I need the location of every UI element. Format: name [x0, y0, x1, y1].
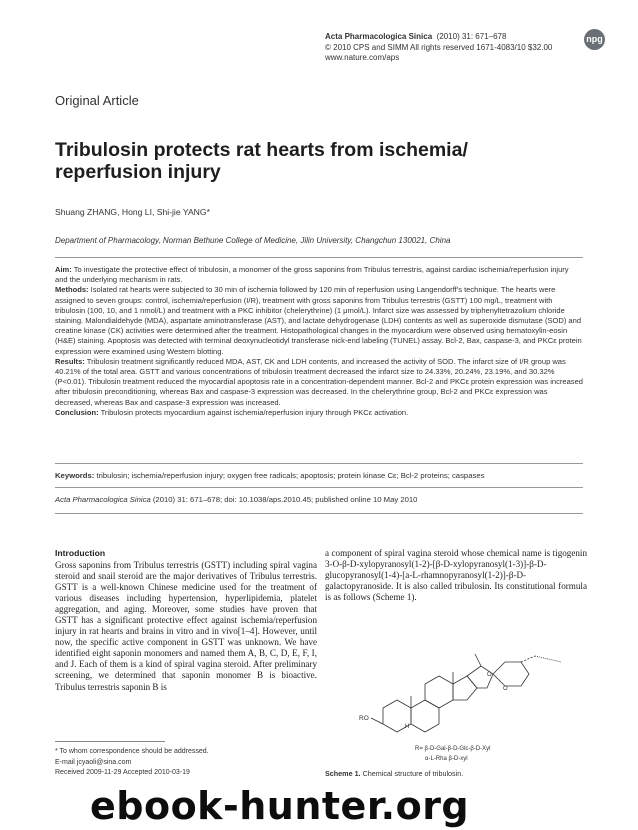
npg-logo: npg: [584, 29, 605, 50]
keywords: Keywords: tribulosin; ischemia/reperfusion injury; oxygen free radicals; apoptosis; protein kinase Cε; Bcl-2 proteins; caspases: [55, 471, 485, 480]
affiliation: Department of Pharmacology, Norman Bethune College of Medicine, Jilin University, Changchun 130021, China: [55, 236, 451, 245]
divider: [55, 463, 583, 464]
o-label-2: O: [503, 686, 508, 692]
article-title: Tribulosin protects rat hearts from ischemia/ reperfusion injury: [55, 139, 468, 183]
journal-header: [325, 32, 565, 64]
introduction-heading: Introduction: [55, 548, 106, 558]
journal-name: Acta Pharmacologica Sinica: [325, 32, 433, 41]
email[interactable]: E-mail jcyaoli@sina.com: [55, 758, 132, 766]
correspondence-note: * To whom correspondence should be addressed.: [55, 748, 209, 755]
divider: [55, 257, 583, 258]
received-dates: Received 2009-11-29 Accepted 2010-03-19: [55, 769, 190, 776]
abstract-conclusion: Conclusion: Tribulosin protects myocardium against ischemia/reperfusion injury through PKCε activation.: [55, 407, 409, 417]
journal-url[interactable]: www.nature.com/aps: [325, 53, 400, 62]
introduction-right-column: a component of spiral vagina steroid whose chemical name is tigogenin 3-O-β-D-xylopyranosyl(1-2)-[β-D-xylopyranosyl(1-3)]-β-D-glucopyranosyl(1-4)-[a-L-rhamnopyranosyl(1-2)]-β-D-galactopyranoside. It is also called tribulosin. Its constitutional formula is as follows (Scheme 1).: [325, 548, 587, 603]
h-label: H: [405, 724, 410, 730]
introduction-left-column: Gross saponins from Tribulus terrestris (GSTT) including spiral vagina steroid and snail steroid are the major derivatives of Tribulus terrestris. GSTT is a well-known Chinese medicine used for the treatment of various diseases including hypertension, hyperlipidemia, platelet aggregation, and aging. Moreover, some studies have proven that GSTT has a significant protective effect against ischemia/reperfusion injury in rat hearts and brains in vitro and in vivo[1–4]. However, until now, the specific active component in GSTT was unknown. We have identified eight saponin monomers and named them A, B, C, D, E, F, I, and J. Each of them is a kind of spiral vagina steroid. After preliminary screening, we determined that saponin monomer B is bioactive. Tribulus terrestris saponin B is: [55, 560, 317, 692]
o-label-1: O: [487, 672, 492, 678]
scheme-caption: Scheme 1. Chemical structure of tribulosin.: [325, 769, 464, 778]
divider: [55, 487, 583, 488]
article-type: Original Article: [55, 93, 139, 108]
citation: Acta Pharmacologica Sinica (2010) 31: 671–678; doi: 10.1038/aps.2010.45; published online 10 May 2010: [55, 495, 418, 504]
divider: [55, 513, 583, 514]
r-group-line1: R= β-D-Gal-β-D-Glc-β-D-Xyl: [415, 746, 491, 752]
tribulosin-structure-diagram: [325, 600, 587, 775]
journal-issue: (2010) 31: 671–678: [436, 32, 507, 41]
copyright-line: © 2010 CPS and SIMM All rights reserved 1671-4083/10 $32.00: [325, 42, 553, 52]
author-list: Shuang ZHANG, Hong LI, Shi-jie YANG*: [55, 207, 210, 217]
r-group-line2: α-L-Rha β-D-xyl: [425, 756, 468, 762]
abstract: [55, 265, 583, 418]
abstract-aim: Aim: To investigate the protective effect of tribulosin, a monomer of the gross saponins from Tribulus terrestris, against cardiac ischemia/reperfusion injury and the underlying mechanism in rats.: [55, 265, 569, 285]
footnote: [55, 747, 209, 779]
footnote-divider: [55, 741, 165, 742]
ro-label: RO: [359, 715, 369, 722]
abstract-methods: Methods: Isolated rat hearts were subjected to 30 min of ischemia followed by 120 min of reperfusion using Langendorff's technique. The hearts were assigned to seven groups: control, ischemia/reperfusion (I/R), treatment with gross saponins from Tribulus terrestris (GSTT) 100 mg/L, treatment with tribulosin (100, 10, and 1 nmol/L) and treatment with a PKC inhibitor (chelerythrine) (1 μmol/L). Infarct size was assessed by triphenyltetrazolium chloride staining. Malondialdehyde (MDA), aspartate aminotransferase (AST), and lactate dehydrogenase (LDH) contents as well as superoxide dismutase (SOD) and creatine kinase (CK) activities were determined after the treatment. Histopathological changes in the myocardium were observed using hematoxylin-eosin (H&E) staining. Apoptosis was detected with terminal deoxynucleotidyl transferase nick-end labeling (TUNEL) assay. Bcl-2, Bax, caspase-3, and PKCε protein expression were examined using Western blotting.: [55, 285, 582, 356]
watermark-banner: ebook-hunter.org: [90, 784, 470, 828]
abstract-results: Results: Tribulosin treatment significantly reduced MDA, AST, CK and LDH contents, and increased the activity of SOD. The infarct size of I/R group was 40.21% of the total area. GSTT and various concentrations of tribulosin treatment decreased the infarct size to 24.33%, 20.24%, 23.19%, and 30.32% (P<0.01). Tribulosin treatment reduced the myocardial apoptosis rate in a concentration-dependent manner. Bcl-2 and PKCε protein expression was increased after tribulosin preconditioning, whereas Bax and caspase-3 expression was decreased. In the chelerythrine group, Bcl-2 and PKCε expression was decreased, whereas Bax and caspase-3 expression was increased.: [55, 356, 583, 407]
